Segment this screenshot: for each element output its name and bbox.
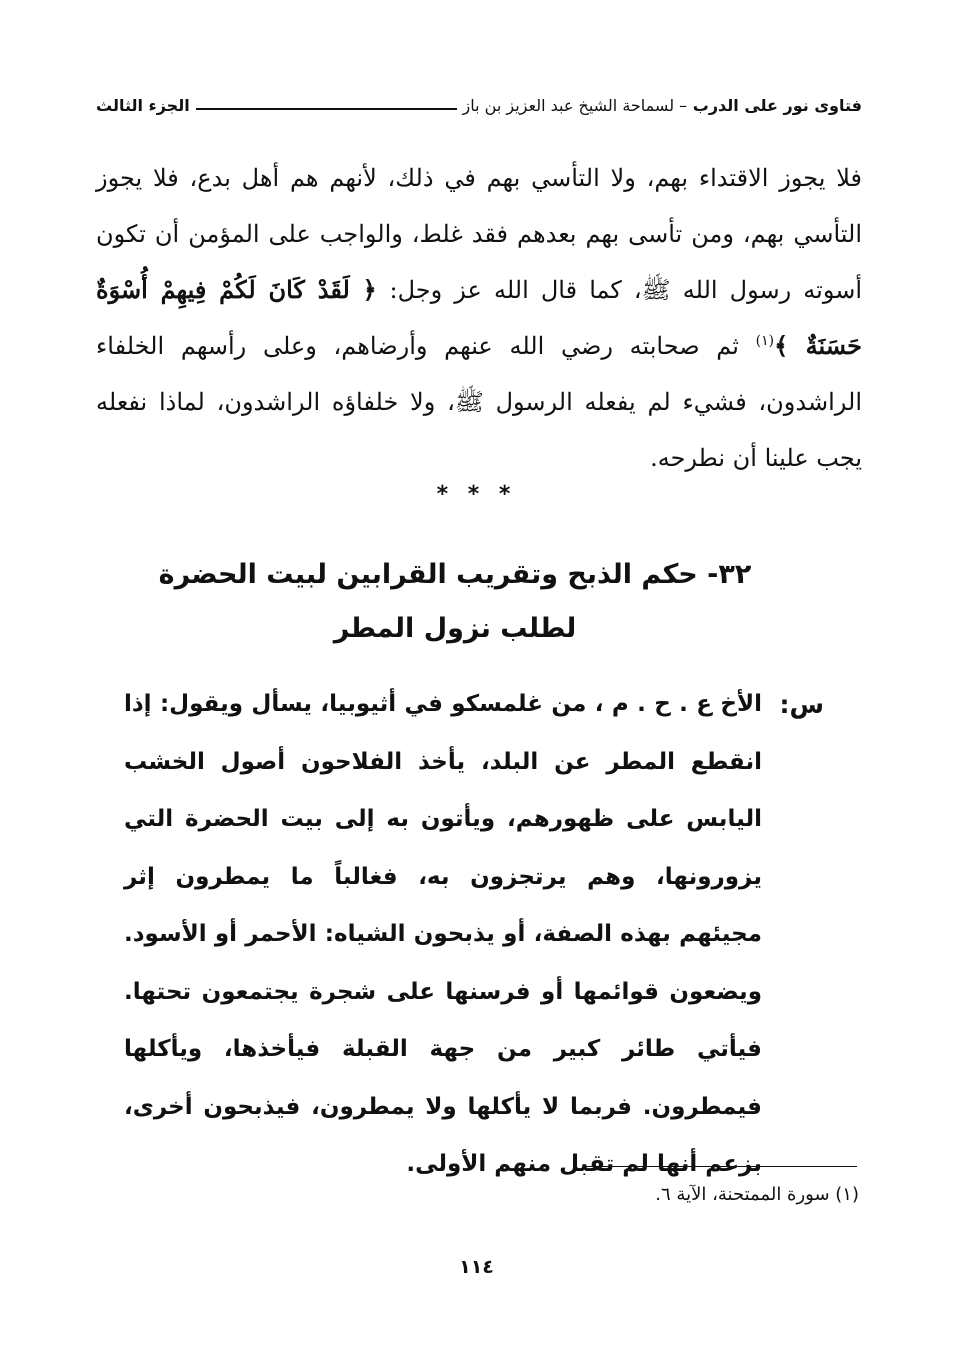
- body-paragraph: [96, 150, 862, 486]
- footnote: (١) سورة الممتحنة، الآية ٦.: [655, 1184, 859, 1205]
- question-label: س:: [779, 690, 824, 719]
- running-header: [96, 88, 862, 122]
- section-title-line-2: لطلب نزول المطر: [333, 613, 577, 644]
- section-separator: * * *: [436, 482, 517, 507]
- running-header-title: [463, 96, 862, 115]
- book-author: – لسماحة الشيخ عبد العزيز بن باز: [462, 95, 688, 115]
- quran-open-bracket: ﴿: [349, 275, 390, 304]
- section-title-line-1: ٣٢- حكم الذبح وتقريب القرابين لبيت الحضرة: [158, 559, 752, 590]
- section-title: [140, 548, 770, 656]
- footnote-rule: [583, 1166, 857, 1167]
- volume-label: الجزء الثالث: [96, 95, 190, 115]
- paragraph-text-end: ثم صحابته رضي الله عنهم وأرضاهم، وعلى رأسهم الخلفاء الراشدون، فشيء لم يفعله الرسول ﷺ، ولا خلفاؤه الراشدون، لماذا نفعله يجب علينا أن نطرحه.: [96, 332, 862, 472]
- header-rule: [196, 108, 457, 110]
- book-title: فتاوى نور على الدرب: [692, 95, 862, 115]
- footnote-reference: (١): [755, 333, 775, 349]
- quran-close-bracket: ﴾: [774, 331, 806, 360]
- paragraph-text-start: فلا يجوز الاقتداء بهم، ولا التأسي بهم في ذلك، لأنهم هم أهل بدع، فلا يجوز التأسي بهم، ومن تأسى بهم بعدهم فقد غلط، والواجب على المؤمن أن تكون أسوته رسول الله ﷺ، كما قال الله عز وجل:: [96, 164, 863, 304]
- question-block: [124, 676, 824, 1194]
- quran-verse: لَقَدْ كَانَ لَكُمْ فِيهِمْ أُسْوَةٌ حَسَنَةٌ: [96, 275, 862, 360]
- page-number: ١١٤: [459, 1256, 494, 1278]
- question-text: الأخ ع . ح . م ، من غلمسكو في أثيوبيا، يسأل ويقول: إذا انقطع المطر عن البلد، يأخذ الفلاحون أصول الخشب اليابس على ظهورهم، ويأتون به إلى بيت الحضرة التي يزورونها، وهم يرتجزون به، فغالباً ما يمطرون إثر مجيئهم بهذه الصفة، أو يذبحون الشياه: الأحمر أو الأسود. ويضعون قوائمها أو فرسنها على شجرة يجتمعون تحتها. فيأتي طائر كبير من جهة القبلة فيأخذها، ويأكلها فيمطرون. فربما لا يأكلها ولا يمطرون، فيذبحون أخرى، بزعم أنها لم تقبل منهم الأولى.: [124, 691, 762, 1177]
